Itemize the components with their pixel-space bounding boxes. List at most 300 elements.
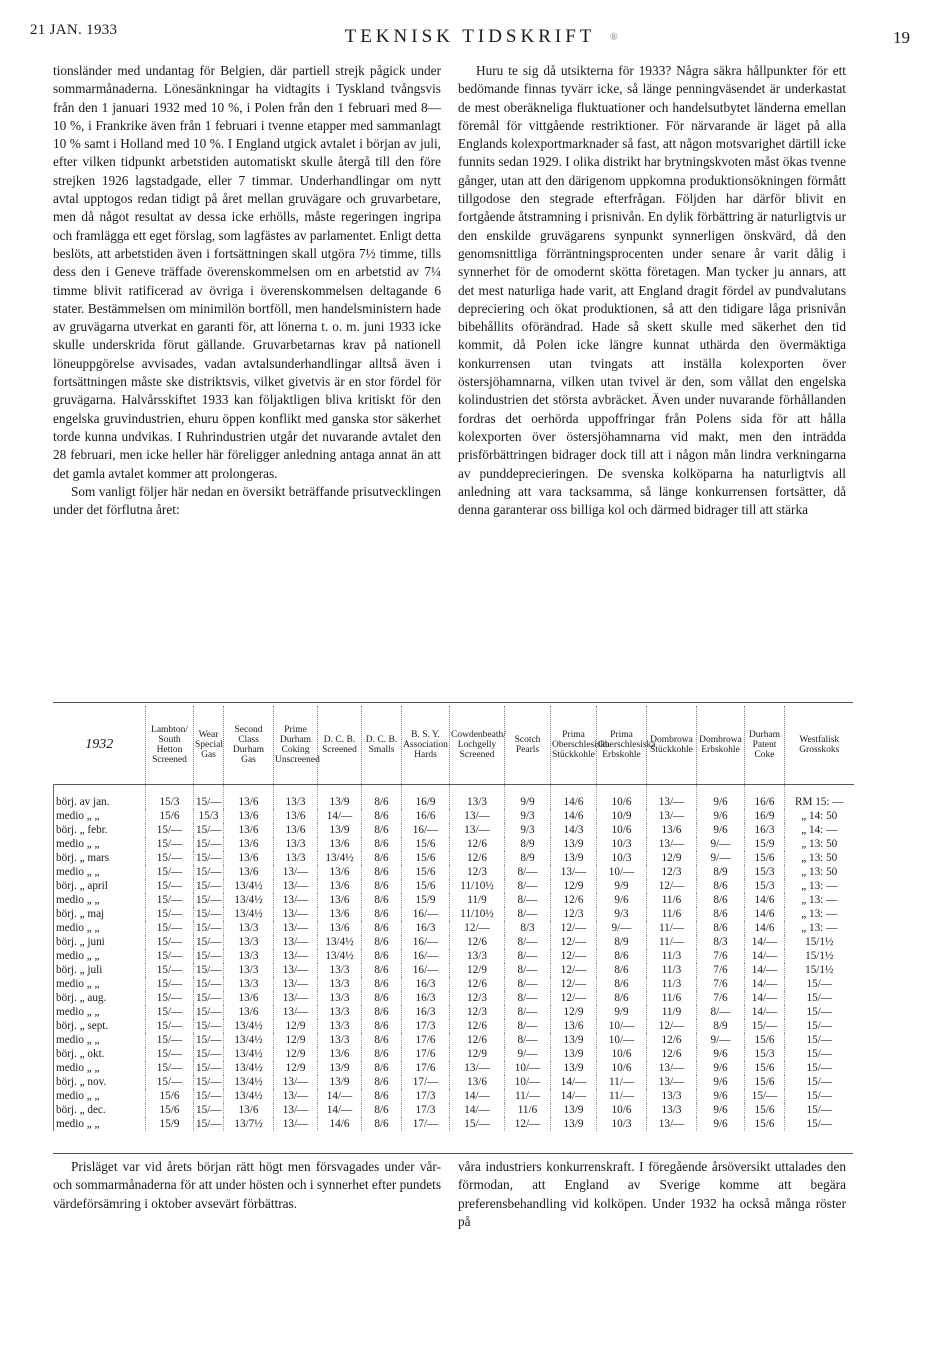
price-cell: 17/— (402, 1075, 450, 1089)
price-cell: 13/3 (224, 935, 274, 949)
price-cell: 15/— (194, 851, 224, 865)
price-cell: 14/— (745, 963, 785, 977)
price-cell: 15/— (194, 1033, 224, 1047)
price-cell: 15/6 (146, 1103, 194, 1117)
price-cell: 9/6 (697, 823, 745, 837)
price-cell: 15/— (194, 1005, 224, 1019)
price-cell: 9/— (597, 921, 647, 935)
price-cell: 12/6 (647, 1033, 697, 1047)
column-header: Durham Patent Coke (745, 706, 785, 785)
price-cell: 13/9 (318, 823, 362, 837)
price-cell: 13/— (647, 1117, 697, 1131)
price-cell: 15/— (194, 1103, 224, 1117)
price-cell: 13/9 (551, 1047, 597, 1061)
price-cell: 9/6 (697, 785, 745, 810)
price-cell: 13/4½ (224, 1061, 274, 1075)
price-cell: 15/6 (745, 1117, 785, 1131)
price-cell: 9/9 (597, 879, 647, 893)
price-cell: 11/3 (647, 949, 697, 963)
paragraph: Huru te sig då utsikterna för 1933? Några säkra hållpunkter för ett bedömande finnas tyvärr icke, så länge penningväsendet är underkastat de mest oberäkneliga fluktuationer och handelsutbytet länderna emellan föremål för vittgående restriktioner. För närvarande är läget på alla Englands kolexportmarknader så fast, att någon motsvarighet därtill icke funnits sedan 1929. I olika distrikt har brytningskvoten måst ökas tvenne gånger, utan att den därigenom uppkomna produktionsökningen förmått tillgodose den stegrade efterfrågan. Följden har därför blivit en fortgående åtstramning i prisnivån. En dylik förbättring är naturligtvis ur den enskilde gruvägarens synpunkt synnerligen önskvärd, då den genomsnittliga förräntningsprocenten under senare år varit dålig i synnerhet för de omodernt skötta företagen. Man tycker ju annars, att det mest naturliga hade varit, att England dragit fördel av pundvalutans depreciering och ökat produktionen, så att den tidigare låga prisnivån bibehållits oförändrad. Hade så skett skulle med säkerhet den tid kommit, då Polen icke längre kunnat uthärda den övermäktiga konkurrensen utan tvingats att inställa kolexporten över östersjöhamnarna, vilken utan tvivel är den, som vållat den engelska kolindustrien det största avbräcket. Även under nuvarande förhållanden fordras det oerhörda uppoffringar från Polens sida för att hålla kolexporten över östersjöhamnarna vid makt, men den inträdda prisförbättringen bidrager dock till att i någon mån lindra verkningarna av punddeprecieringen. De svenska kolköparna ha naturligtvis all anledning att vara tacksamma, så länge konkurrensen fortsätter, då denna garanterar oss billiga kol och därmed bidrager till att stärka (458, 63, 846, 518)
table-row (54, 865, 854, 879)
price-cell: 9/9 (597, 1005, 647, 1019)
price-cell: 13/6 (224, 1103, 274, 1117)
price-cell: 13/9 (551, 1117, 597, 1131)
price-cell: 15/6 (745, 851, 785, 865)
price-cell: 15/— (785, 1019, 854, 1033)
price-cell: 9/6 (697, 1117, 745, 1131)
period-cell: börj. „ febr. (54, 823, 146, 837)
price-cell: 12/9 (450, 963, 505, 977)
period-cell: börj. „ nov. (54, 1075, 146, 1089)
price-cell: 8/6 (362, 949, 402, 963)
period-cell: medio „ „ (54, 1117, 146, 1131)
period-cell: medio „ „ (54, 865, 146, 879)
price-cell: 13/4½ (318, 949, 362, 963)
price-cell: 10/6 (597, 823, 647, 837)
price-cell: 15/— (785, 1005, 854, 1019)
price-cell: 10/— (597, 865, 647, 879)
price-cell: 13/6 (224, 865, 274, 879)
price-cell: 13/4½ (224, 907, 274, 921)
price-cell: 15/6 (146, 1089, 194, 1103)
price-cell: 16/6 (402, 809, 450, 823)
price-cell: 13/4½ (224, 893, 274, 907)
price-cell: 13/6 (224, 837, 274, 851)
period-cell: börj. „ juli (54, 963, 146, 977)
price-cell: 13/— (551, 865, 597, 879)
price-cell: 13/6 (224, 785, 274, 810)
price-cell: 11/6 (647, 991, 697, 1005)
price-cell: 11/3 (647, 977, 697, 991)
price-cell: 15/— (146, 1061, 194, 1075)
table-row (54, 921, 854, 935)
price-cell: 7/6 (697, 949, 745, 963)
price-cell: 9/6 (697, 1075, 745, 1089)
price-cell: 13/— (274, 907, 318, 921)
price-cell: 8/6 (362, 977, 402, 991)
price-cell: 8/6 (597, 949, 647, 963)
price-cell: 8/— (505, 907, 551, 921)
price-cell: 8/6 (362, 921, 402, 935)
price-cell: „ 13: 50 (785, 837, 854, 851)
price-cell: 12/6 (450, 1033, 505, 1047)
price-cell: 15/— (785, 1075, 854, 1089)
price-cell: 11/6 (647, 893, 697, 907)
price-cell: 13/9 (551, 837, 597, 851)
table-row (54, 893, 854, 907)
price-cell: 12/— (551, 991, 597, 1005)
price-cell: 15/— (146, 991, 194, 1005)
column-header: Prima Oberschlesiska Stückkohle (551, 706, 597, 785)
price-cell: 14/6 (745, 907, 785, 921)
paragraph: Prisläget var vid årets början rätt högt men försvagades under vår- och sommarmånaderna för att under hösten och i synnerhet efter pundets värdeförsämring i oktober avsevärt förbättras. (53, 1159, 441, 1211)
price-cell: 8/6 (362, 893, 402, 907)
price-cell: 15/— (785, 1103, 854, 1117)
price-cell: 15/— (194, 977, 224, 991)
table-header-row (54, 706, 854, 785)
price-cell: 15/— (785, 1033, 854, 1047)
price-cell: 12/9 (551, 879, 597, 893)
price-cell: 13/9 (551, 1033, 597, 1047)
price-cell: 9/6 (597, 893, 647, 907)
price-cell: 15/— (194, 1089, 224, 1103)
table-row (54, 907, 854, 921)
price-cell: 15/— (194, 865, 224, 879)
price-cell: 8/6 (597, 977, 647, 991)
price-cell: 12/9 (274, 1061, 318, 1075)
price-cell: 13/3 (274, 785, 318, 810)
registered-mark: ® (610, 32, 618, 43)
price-cell: 8/— (505, 879, 551, 893)
price-cell: 8/6 (362, 1019, 402, 1033)
price-cell: 8/6 (362, 935, 402, 949)
price-cell: 8/— (505, 865, 551, 879)
price-cell: 14/— (745, 935, 785, 949)
price-cell: 12/— (551, 935, 597, 949)
price-cell: 15/— (785, 1061, 854, 1075)
price-cell: 13/4½ (224, 1089, 274, 1103)
price-cell: 15/— (745, 1089, 785, 1103)
price-cell: 13/6 (318, 865, 362, 879)
price-cell: 11/10½ (450, 907, 505, 921)
price-cell: 16/3 (402, 1005, 450, 1019)
table-row (54, 1117, 854, 1131)
price-cell: 13/— (274, 893, 318, 907)
price-cell: 13/— (274, 963, 318, 977)
price-cell: 8/6 (362, 851, 402, 865)
price-cell: 15/— (785, 977, 854, 991)
journal-title: TEKNISK TIDSKRIFT (344, 26, 596, 47)
price-cell: 17/3 (402, 1089, 450, 1103)
issue-date: 21 JAN. 1933 (30, 22, 118, 38)
price-cell: 11/— (597, 1075, 647, 1089)
price-cell: 13/6 (224, 1005, 274, 1019)
price-cell: 13/6 (318, 921, 362, 935)
price-cell: 15/6 (745, 1075, 785, 1089)
price-cell: 12/— (505, 1117, 551, 1131)
price-cell: 15/— (785, 1047, 854, 1061)
price-cell: 15/— (785, 1089, 854, 1103)
price-cell: 15/— (745, 1019, 785, 1033)
price-cell: 16/3 (402, 977, 450, 991)
price-cell: 17/6 (402, 1061, 450, 1075)
table-row (54, 785, 854, 810)
price-cell: 10/6 (597, 1103, 647, 1117)
price-cell: 13/— (274, 921, 318, 935)
price-cell: 14/6 (318, 1117, 362, 1131)
period-cell: börj. „ sept. (54, 1019, 146, 1033)
column-header: Dombrowa Erbskohle (697, 706, 745, 785)
price-cell: 8/6 (362, 1005, 402, 1019)
price-cell: 15/— (194, 1061, 224, 1075)
price-cell: 10/— (597, 1019, 647, 1033)
price-cell: 13/6 (224, 823, 274, 837)
price-cell: 9/9 (505, 785, 551, 810)
price-cell: RM 15: — (785, 785, 854, 810)
price-cell: 8/6 (362, 1117, 402, 1131)
price-cell: 15/— (146, 921, 194, 935)
paragraph: Som vanligt följer här nedan en översikt beträffande prisutvecklingen under det förflutna året: (53, 483, 441, 518)
table-row (54, 851, 854, 865)
price-cell: 12/3 (450, 1005, 505, 1019)
price-cell: 8/6 (362, 963, 402, 977)
price-cell: 9/6 (697, 1061, 745, 1075)
price-cell: 12/— (551, 963, 597, 977)
price-cell: 13/— (274, 865, 318, 879)
price-cell: 11/— (597, 1089, 647, 1103)
price-cell: 9/6 (697, 1047, 745, 1061)
price-cell: 13/6 (274, 809, 318, 823)
price-cell: 9/— (505, 1047, 551, 1061)
price-cell: 15/1½ (785, 949, 854, 963)
price-cell: 8/6 (597, 963, 647, 977)
price-cell: 8/9 (597, 935, 647, 949)
price-cell: 13/6 (318, 1047, 362, 1061)
price-cell: 7/6 (697, 991, 745, 1005)
price-cell: 13/— (647, 809, 697, 823)
price-cell: 13/3 (274, 837, 318, 851)
price-cell: 16/3 (402, 991, 450, 1005)
table-row (54, 1047, 854, 1061)
price-cell: 15/9 (402, 893, 450, 907)
price-cell: 14/— (551, 1089, 597, 1103)
column-header: Lambton/ South Hetton Screened (146, 706, 194, 785)
price-cell: 13/3 (647, 1089, 697, 1103)
year-header: 1932 (85, 736, 114, 752)
price-cell: 15/— (194, 1047, 224, 1061)
price-cell: 13/6 (450, 1075, 505, 1089)
table-row (54, 977, 854, 991)
column-header: D. C. B. Screened (318, 706, 362, 785)
price-cell: 13/9 (551, 1061, 597, 1075)
price-cell: 15/— (194, 879, 224, 893)
price-cell: 8/3 (697, 935, 745, 949)
price-cell: 8/6 (697, 893, 745, 907)
price-cell: 8/6 (362, 823, 402, 837)
period-cell: börj. „ dec. (54, 1103, 146, 1117)
table-row (54, 1005, 854, 1019)
price-cell: 11/— (647, 935, 697, 949)
period-cell: börj. „ aug. (54, 991, 146, 1005)
price-cell: 17/3 (402, 1103, 450, 1117)
price-cell: 16/3 (402, 921, 450, 935)
price-cell: 14/— (745, 991, 785, 1005)
price-cell: 15/— (146, 865, 194, 879)
price-cell: 13/— (647, 837, 697, 851)
price-cell: 14/6 (745, 893, 785, 907)
price-cell: 13/9 (551, 1103, 597, 1117)
price-cell: 8/6 (362, 991, 402, 1005)
price-cell: 8/6 (362, 1089, 402, 1103)
price-cell: 12/3 (647, 865, 697, 879)
price-cell: 13/— (274, 935, 318, 949)
price-cell: 15/— (146, 935, 194, 949)
price-cell: 9/3 (505, 823, 551, 837)
price-cell: 12/6 (647, 1047, 697, 1061)
price-cell: 14/— (450, 1103, 505, 1117)
table-row (54, 963, 854, 977)
price-cell: 9/3 (505, 809, 551, 823)
price-cell: 10/— (597, 1033, 647, 1047)
price-cell: 11/9 (450, 893, 505, 907)
price-cell: 13/3 (647, 1103, 697, 1117)
table-row (54, 949, 854, 963)
price-cell: 13/3 (224, 963, 274, 977)
price-cell: 9/— (697, 1033, 745, 1047)
price-cell: 15/— (194, 823, 224, 837)
price-cell: 13/3 (318, 991, 362, 1005)
table-row (54, 1103, 854, 1117)
price-cell: 12/3 (450, 991, 505, 1005)
price-cell: 15/6 (402, 865, 450, 879)
price-cell: 15/— (146, 851, 194, 865)
price-cell: 16/9 (402, 785, 450, 810)
period-cell: börj. „ juni (54, 935, 146, 949)
price-cell: 15/3 (745, 879, 785, 893)
price-cell: 13/4½ (318, 851, 362, 865)
price-cell: 14/3 (551, 823, 597, 837)
period-cell: medio „ „ (54, 1005, 146, 1019)
price-cell: 12/6 (551, 893, 597, 907)
article-column-bottom-left (53, 1158, 441, 1213)
price-cell: 8/9 (505, 851, 551, 865)
price-cell: „ 13: — (785, 921, 854, 935)
price-cell: 15/— (146, 837, 194, 851)
period-cell: medio „ „ (54, 1061, 146, 1075)
price-cell: 13/3 (318, 963, 362, 977)
price-cell: 13/— (450, 1061, 505, 1075)
price-cell: 12/3 (450, 865, 505, 879)
price-cell: 13/9 (551, 851, 597, 865)
price-cell: 8/— (505, 1033, 551, 1047)
price-cell: 15/— (194, 837, 224, 851)
price-cell: 8/6 (362, 907, 402, 921)
price-cell: 12/— (647, 879, 697, 893)
column-header: Prima Oberschlesiska Erbskohle (597, 706, 647, 785)
price-cell: 8/— (505, 963, 551, 977)
price-cell: 11/10½ (450, 879, 505, 893)
price-cell: 15/— (194, 1019, 224, 1033)
price-cell: 7/6 (697, 977, 745, 991)
price-cell: 13/6 (318, 879, 362, 893)
period-cell: börj. „ mars (54, 851, 146, 865)
price-cell: 13/3 (224, 949, 274, 963)
price-cell: 9/6 (697, 1103, 745, 1117)
price-cell: „ 13: — (785, 907, 854, 921)
price-cell: 15/— (194, 785, 224, 810)
price-cell: 12/— (647, 1019, 697, 1033)
price-cell: 8/6 (362, 1033, 402, 1047)
article-column-bottom-right (458, 1158, 846, 1231)
price-cell: 13/— (647, 785, 697, 810)
article-column-top-right (458, 62, 846, 519)
price-cell: 13/— (450, 809, 505, 823)
price-cell: 15/— (146, 963, 194, 977)
price-cell: „ 13: — (785, 879, 854, 893)
price-cell: 13/4½ (318, 935, 362, 949)
price-cell: 15/— (146, 879, 194, 893)
price-cell: 13/3 (318, 977, 362, 991)
price-cell: 11/3 (647, 963, 697, 977)
table-row (54, 823, 854, 837)
price-cell: 15/6 (402, 837, 450, 851)
price-cell: 14/— (318, 809, 362, 823)
price-cell: 7/6 (697, 963, 745, 977)
price-cell: 10/6 (597, 1047, 647, 1061)
price-cell: „ 13: 50 (785, 865, 854, 879)
price-cell: 12/— (551, 949, 597, 963)
price-cell: 13/3 (318, 1033, 362, 1047)
price-cell: 8/6 (697, 921, 745, 935)
price-cell: 9/6 (697, 1089, 745, 1103)
column-header: Westfalisk Grosskoks (785, 706, 854, 785)
price-cell: 15/— (146, 1019, 194, 1033)
price-cell: 12/3 (551, 907, 597, 921)
price-cell: „ 14: 50 (785, 809, 854, 823)
price-cell: 13/— (274, 949, 318, 963)
price-cell: 11/— (505, 1089, 551, 1103)
table-row (54, 991, 854, 1005)
period-cell: medio „ „ (54, 893, 146, 907)
price-cell: 15/— (785, 991, 854, 1005)
price-cell: „ 13: 50 (785, 851, 854, 865)
table-row (54, 1089, 854, 1103)
paragraph: våra industriers konkurrenskraft. I föregående årsöversikt uttalades den förmodan, att England av Sverige komme att begära preferensbehandling vid kolköpen. Under 1932 ha också många röster på (458, 1159, 846, 1229)
price-cell: 13/3 (318, 1005, 362, 1019)
price-cell: 17/3 (402, 1019, 450, 1033)
period-cell: medio „ „ (54, 837, 146, 851)
price-cell: 8/3 (505, 921, 551, 935)
price-cell: 13/6 (318, 893, 362, 907)
price-cell: 8/— (505, 935, 551, 949)
price-cell: 8/— (697, 1005, 745, 1019)
price-cell: 16/6 (745, 785, 785, 810)
table-row (54, 1061, 854, 1075)
price-cell: 14/— (551, 1075, 597, 1089)
price-cell: 12/— (551, 977, 597, 991)
price-cell: 12/9 (274, 1019, 318, 1033)
price-cell: 15/3 (194, 809, 224, 823)
price-cell: 8/6 (362, 837, 402, 851)
price-cell: 13/3 (450, 785, 505, 810)
period-cell: medio „ „ (54, 921, 146, 935)
price-cell: 15/6 (402, 851, 450, 865)
period-cell: medio „ „ (54, 1089, 146, 1103)
price-cell: 15/— (194, 893, 224, 907)
price-cell: 11/6 (647, 907, 697, 921)
price-cell: 12/— (450, 921, 505, 935)
table-row (54, 809, 854, 823)
price-cell: 8/— (505, 949, 551, 963)
price-cell: 11/— (647, 921, 697, 935)
period-cell: medio „ „ (54, 977, 146, 991)
price-cell: 16/— (402, 823, 450, 837)
price-cell: 15/— (146, 893, 194, 907)
price-cell: 13/— (647, 1061, 697, 1075)
price-cell: 12/9 (450, 1047, 505, 1061)
price-cell: 8/— (505, 991, 551, 1005)
price-cell: 12/6 (450, 1019, 505, 1033)
price-cell: 8/— (505, 977, 551, 991)
paragraph: tionsländer med undantag för Belgien, där partiell strejk pågick under sommarmånaderna. Lönesänkningar ha vidtagits i Tyskland tvångsvis från den 1 januari 1932 med 10 %, i Polen från den 1 februari med 8—10 %, i Frankrike även från 1 februari i tvenne etapper med sammanlagt 10 % samt i Holland med 10 %. I England utgick avtalet i början av juli, efter vilken tidpunkt arbetstiden automatiskt skulle återgå till den före strejken 1926 lagstadgade, eller 7 timmar. Underhandlingar om nytt avtal upptogos redan tidigt på året mellan gruvägare och gruvarbetare, men då något resultat av dessa icke erhölls, måste regeringen ingripa och framlägga ett eget förslag, som lagfästes av parlamentet. Enligt detta beslöts, att arbetstiden även i fortsättningen skall utgöra 7½ timme, tills dess den i Geneve träffade överenskommelsen om en arbetstid av 7¼ timme blivit ratificerad av övriga i överenskommelsen deltagande 6 stater. Bestämmelsen om minimilön bortföll, men handelsministern hade av gruvägarna utverkat en garanti för, att lönerna t. o. m. juni 1933 icke skulle underskrida förut gällande. Gruvarbetarnas krav på nationell löneuppgörelse avvisades, vadan avtalsunderhandlingar alltså även i fortsättningen måste ske distriktsvis, vilket givetvis är en stor fördel för gruvägarna. Halvårsskiftet 1933 kan följaktligen bliva kritiskt för den engelska gruvindustrien, ehuru öppen konflikt med ganska stor säkerhet torde kunna undvikas. I Ruhrindustrien utgår det nuvarande avtalet den 28 februari, men icke heller här föreligger anledning antaga annat än att det gamla avtalet kommer att prolongeras. (53, 63, 441, 481)
price-cell: 8/9 (697, 1019, 745, 1033)
price-cell: „ 13: — (785, 893, 854, 907)
price-cell: 13/— (274, 977, 318, 991)
price-cell: 15/— (785, 1117, 854, 1131)
price-cell: 8/6 (362, 879, 402, 893)
column-header: D. C. B. Smalls (362, 706, 402, 785)
period-cell: medio „ „ (54, 949, 146, 963)
